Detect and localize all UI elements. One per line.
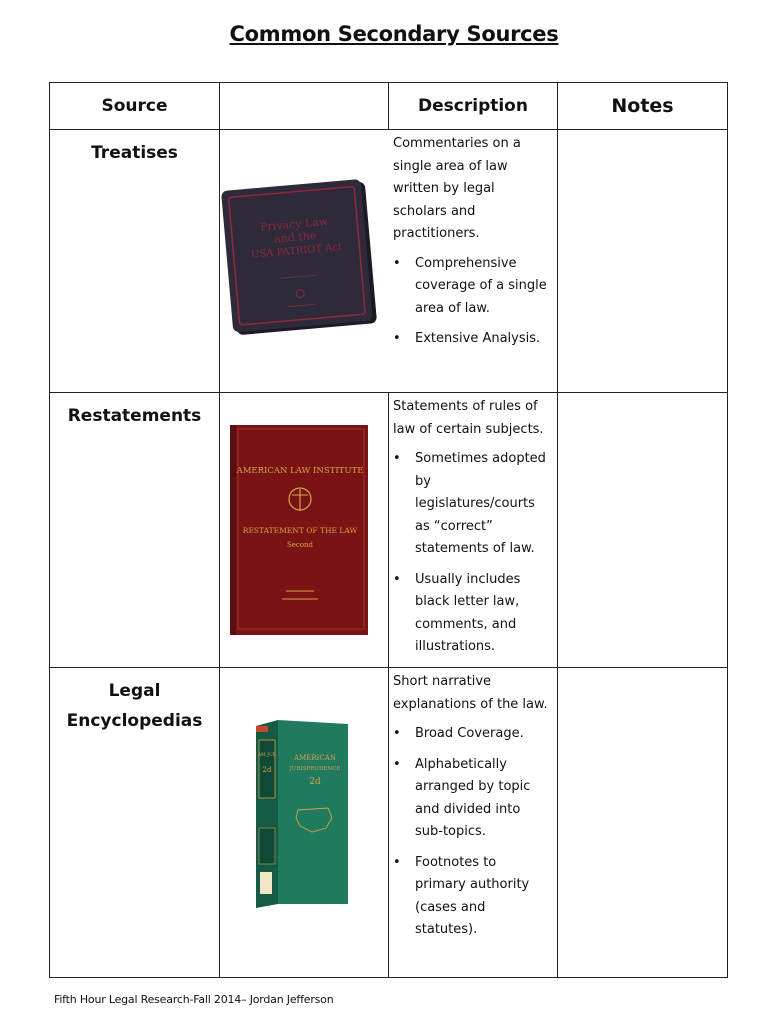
treatise-cover-line: and the: [273, 229, 317, 246]
header-image: [220, 83, 389, 130]
notes-cell: [558, 130, 728, 393]
restatement-book-icon: [220, 393, 389, 667]
table-row: [50, 130, 728, 393]
sources-table: [49, 82, 728, 978]
treatise-cover-line: USA PATRIOT Act: [250, 241, 343, 261]
svg-text:2d: 2d: [262, 766, 272, 774]
source-name: Restatements: [67, 406, 202, 426]
image-cell: [220, 393, 389, 668]
restatement-cover-line: Second: [286, 541, 314, 549]
source-name-line: Legal: [108, 681, 161, 701]
header-description: Description: [389, 83, 558, 130]
list-item: • Footnotes to primary authority (cases and statutes).: [393, 852, 551, 942]
description-intro: Commentaries on a single area of law written by legal scholars and practitioners.: [393, 136, 521, 241]
list-item: • Alphabetically arranged by topic and divided into sub-topics.: [393, 754, 551, 844]
description-intro: Statements of rules of law of certain subjects.: [393, 399, 544, 437]
list-item: • Broad Coverage.: [393, 723, 551, 746]
header-source: Source: [50, 83, 220, 130]
header-row: [50, 83, 728, 130]
table-row: [50, 668, 728, 978]
encyclopedia-cover-line: JURISPRUDENCE: [289, 766, 341, 772]
description-cell: [389, 393, 558, 668]
page-footer: Fifth Hour Legal Research-Fall 2014– Jordan Jefferson: [54, 993, 334, 1006]
header-notes: Notes: [558, 83, 728, 130]
encyclopedia-cover-line: 2d: [309, 777, 321, 787]
list-item: • Comprehensive coverage of a single area of law.: [393, 253, 551, 321]
restatement-cover-line: AMERICAN LAW INSTITUTE: [236, 466, 364, 476]
image-cell: [220, 130, 389, 393]
image-cell: [220, 668, 389, 978]
source-name: [50, 668, 219, 736]
description-cell: [389, 668, 558, 978]
source-name: Treatises: [91, 143, 178, 163]
source-cell: [50, 130, 220, 393]
list-item: • Extensive Analysis.: [393, 328, 551, 351]
description-cell: [389, 130, 558, 393]
description-bullets: [393, 723, 551, 942]
source-name-line: Encyclopedias: [66, 711, 203, 731]
description-bullets: [393, 448, 551, 659]
list-item: • Usually includes black letter law, comments, and illustrations.: [393, 569, 551, 659]
table-row: [50, 393, 728, 668]
encyclopedia-cover-line: AMERICAN: [294, 754, 336, 762]
svg-text:AM JUR: AM JUR: [257, 753, 277, 758]
list-item: • Sometimes adopted by legislatures/courts as “correct” statements of law.: [393, 448, 551, 561]
encyclopedia-book-icon: [220, 668, 389, 977]
restatement-cover-line: RESTATEMENT OF THE LAW: [242, 526, 358, 535]
description-intro: Short narrative explanations of the law.: [393, 674, 548, 712]
source-cell: [50, 668, 220, 978]
notes-cell: [558, 668, 728, 978]
page-title: Common Secondary Sources: [229, 22, 559, 46]
notes-cell: [558, 393, 728, 668]
treatise-cover-line: Privacy Law: [259, 214, 329, 234]
source-cell: [50, 393, 220, 668]
description-bullets: [393, 253, 551, 351]
treatise-book-icon: [220, 130, 389, 392]
